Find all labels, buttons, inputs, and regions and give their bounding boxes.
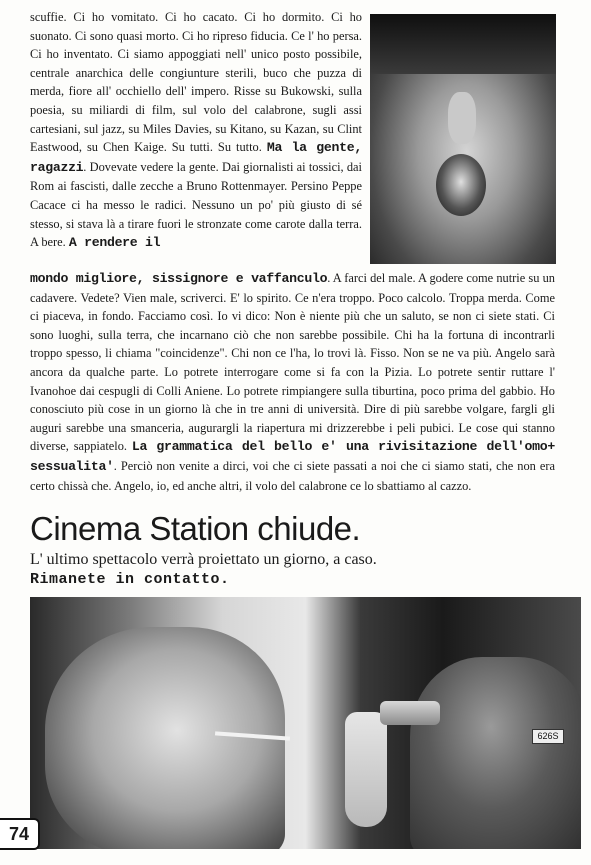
article-text: . A farci del male. A godere come nutrie su un cadavere. Vedete? Vien male, scriverci. E' lo spirito. Ce n'era troppo. Poco calcolo. Troppa merda. Come ci piaceva, in fondo. Facciamo così. Io vi dico: Non è niente più che un saluto, se non ci siete stati. Ci sono luoghi, sulla terra, che incarnano ciò che non sarebbe possibile. Chi ha la fortuna di incontrarli troppo spesso, li chiama "coincidenze". Chi non ce l'ha, lo trovi là. Fisso. Non se ne va più. Angelo sarà ancora da qualche parte. Lo potrete interrogare come si fa con la Pizia. Lo potrete sentir ruttare l' Ivanohoe dai cespugli di Colli Aniene. Lo potrete rimpiangere sulla tiburtina, poco prima del gabbio. Ho conosciuto più cose in un giorno là che in tre anni di università. Dire di più sarebbe volgare, fargli gli auguri sarebbe una smanceria, augurargli la riapertura mi drizzerebbe i peli pubici. Le cose qui stanno diverse, sappiatelo. (30, 271, 555, 454)
photo-plastic-bag (345, 712, 387, 827)
cinema-title: Cinema Station chiude. (30, 510, 361, 547)
photo-megaphone (380, 701, 440, 725)
article-text: . Perciò non venite a dirci, voi che ci siete passati a noi che ci siamo stati, che non era certo chissà che. Angelo, io, ed anche altri, il volo del calabrone ce lo sbattiamo al cazzo. (30, 458, 555, 493)
photo-license-plate: 626S (532, 729, 564, 744)
article-paragraph-wide (30, 269, 555, 495)
article-highlight: Ma la gente, ragazzi (30, 140, 362, 175)
photo-man-with-megaphone (410, 657, 581, 849)
photo-bottom-collage (30, 597, 581, 849)
article-text: scuffie. Ci ho vomitato. Ci ho cacato. Ci ho dormito. Ci ho suonato. Ci sono quasi morto. Ci ho ripreso fiducia. Ce l' ho persa. Ci ho inventato. Ci siamo appoggiati nell' unico posto possibile, centrale anarchica delle congiunture sterili, buco che puzza di merda, fiore all' occhiello dell' impero. Risse su Bukowski, sulla poesia, su miliardi di film, sul volo del calabrone, sugli assi cartesiani, sul jazz, su Miles Davies, su Kitano, su Kazan, su Clint Eastwood, su Chen Kaige. Su tutti. Su tutto. (30, 10, 362, 155)
photo-smoking-man (45, 627, 285, 849)
article-text: . Dovevate vedere la gente. Dai giornalisti ai tossici, dai Rom ai fascisti, dalle zecche a Bruno Rottenmayer. Persino Peppe Cacace ci ha messo le radici. Nessuno un po' più giusto di sé stesso, si stava là a tirare fuori le stronzate come carote dalla terra. A bere. (30, 159, 362, 250)
article-highlight: La grammatica del bello e' una rivisitazione dell'omo+ sessualita' (30, 439, 555, 474)
page-number: 74 (0, 818, 40, 850)
photo-open-mouth (436, 154, 486, 216)
photo-hair-shadow (370, 14, 556, 74)
article-column-wide (30, 269, 555, 495)
photo-screaming-man (370, 14, 556, 264)
article-highlight: A rendere il (68, 235, 161, 251)
cinema-tagline: Rimanete in contatto. (30, 571, 230, 588)
cinema-subtitle: L' ultimo spettacolo verrà proiettato un giorno, a caso. (30, 551, 377, 568)
article-paragraph-top (30, 8, 362, 253)
article-highlight: mondo migliore, sissignore e vaffanculo (30, 271, 328, 286)
photo-nose (448, 92, 476, 144)
article-column-top (30, 8, 362, 253)
